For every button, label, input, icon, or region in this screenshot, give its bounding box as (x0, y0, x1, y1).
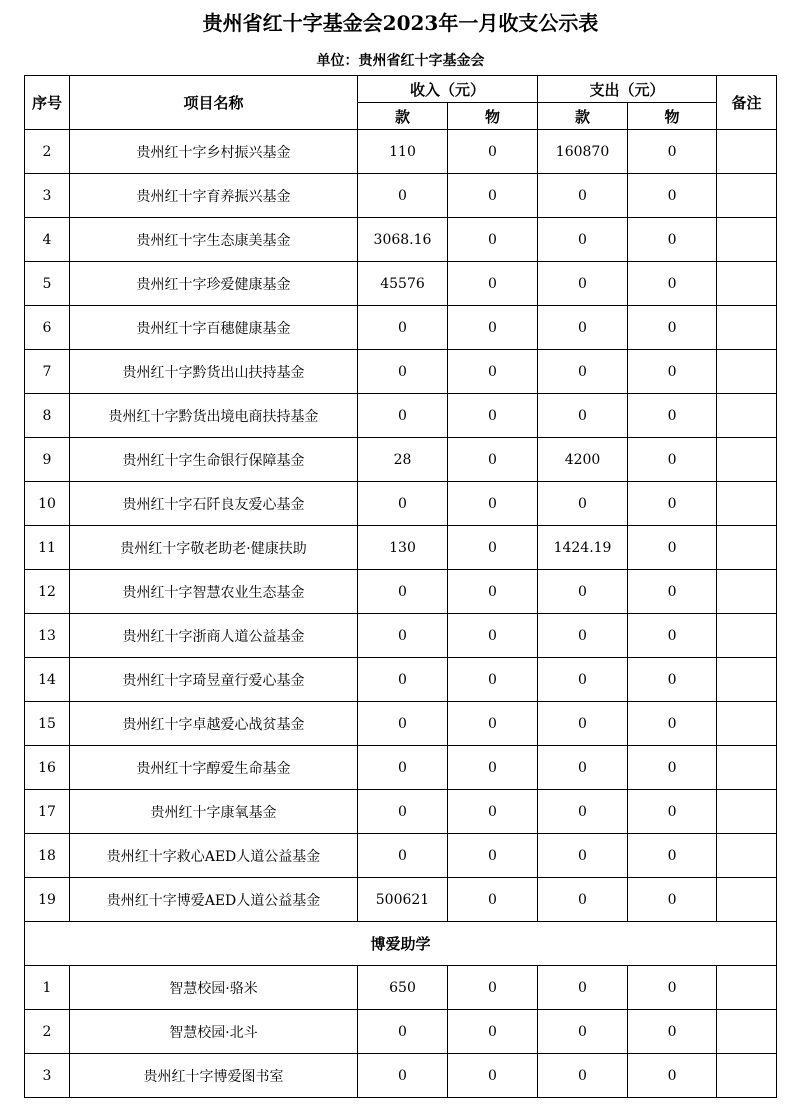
table-row (25, 614, 777, 658)
table-row (25, 658, 777, 702)
cell-remark (717, 702, 777, 746)
cell-seq: 8 (25, 394, 70, 438)
table-row (25, 350, 777, 394)
cell-seq: 13 (25, 614, 70, 658)
table-row (25, 482, 777, 526)
cell-remark (717, 658, 777, 702)
cell-remark (717, 966, 777, 1010)
cell-expense-goods: 0 (628, 834, 717, 878)
cell-expense-cash: 0 (538, 262, 628, 306)
table-row (25, 174, 777, 218)
cell-seq: 17 (25, 790, 70, 834)
cell-income-cash: 3068.16 (358, 218, 448, 262)
cell-seq: 18 (25, 834, 70, 878)
cell-expense-goods: 0 (628, 790, 717, 834)
table-row (25, 834, 777, 878)
cell-income-cash: 0 (358, 350, 448, 394)
finance-table (24, 75, 777, 1098)
cell-name: 贵州红十字黔货出境电商扶持基金 (70, 394, 358, 438)
cell-income-cash: 0 (358, 702, 448, 746)
cell-seq: 19 (25, 878, 70, 922)
table-row (25, 1054, 777, 1098)
cell-income-cash: 0 (358, 834, 448, 878)
cell-name: 贵州红十字石阡良友爱心基金 (70, 482, 358, 526)
cell-income-goods: 0 (448, 1010, 538, 1054)
cell-expense-cash: 0 (538, 878, 628, 922)
table-row (25, 702, 777, 746)
cell-expense-goods: 0 (628, 878, 717, 922)
cell-remark (717, 526, 777, 570)
cell-remark (717, 570, 777, 614)
cell-expense-cash: 0 (538, 614, 628, 658)
cell-seq: 6 (25, 306, 70, 350)
cell-expense-goods: 0 (628, 746, 717, 790)
table-row (25, 966, 777, 1010)
cell-expense-cash: 0 (538, 1010, 628, 1054)
cell-expense-goods: 0 (628, 130, 717, 174)
cell-income-goods: 0 (448, 790, 538, 834)
cell-seq: 12 (25, 570, 70, 614)
cell-name: 贵州红十字黔货出山扶持基金 (70, 350, 358, 394)
cell-expense-goods: 0 (628, 966, 717, 1010)
cell-income-goods: 0 (448, 350, 538, 394)
cell-expense-goods: 0 (628, 218, 717, 262)
cell-expense-cash: 0 (538, 790, 628, 834)
cell-expense-cash: 0 (538, 394, 628, 438)
cell-name: 智慧校园·骆米 (70, 966, 358, 1010)
header-expense-cash: 款 (538, 103, 628, 130)
cell-seq: 3 (25, 1054, 70, 1098)
cell-expense-goods: 0 (628, 262, 717, 306)
table-row (25, 218, 777, 262)
cell-income-goods: 0 (448, 174, 538, 218)
cell-expense-cash: 1424.19 (538, 526, 628, 570)
table-row (25, 1010, 777, 1054)
cell-expense-cash: 0 (538, 350, 628, 394)
cell-remark (717, 438, 777, 482)
table-body (25, 130, 777, 1098)
cell-income-cash: 0 (358, 1054, 448, 1098)
cell-income-cash: 0 (358, 174, 448, 218)
cell-remark (717, 834, 777, 878)
cell-expense-cash: 0 (538, 746, 628, 790)
cell-seq: 2 (25, 1010, 70, 1054)
cell-remark (717, 130, 777, 174)
cell-expense-cash: 0 (538, 1054, 628, 1098)
cell-income-cash: 0 (358, 570, 448, 614)
cell-expense-goods: 0 (628, 174, 717, 218)
table-row (25, 394, 777, 438)
cell-income-cash: 0 (358, 306, 448, 350)
cell-expense-cash: 0 (538, 702, 628, 746)
cell-remark (717, 262, 777, 306)
cell-expense-goods: 0 (628, 1054, 717, 1098)
cell-expense-cash: 0 (538, 834, 628, 878)
section-title: 博爱助学 (25, 922, 777, 966)
cell-seq: 11 (25, 526, 70, 570)
cell-income-goods: 0 (448, 1054, 538, 1098)
cell-expense-cash: 0 (538, 218, 628, 262)
cell-expense-goods: 0 (628, 394, 717, 438)
cell-name: 贵州红十字珍爱健康基金 (70, 262, 358, 306)
cell-income-cash: 110 (358, 130, 448, 174)
cell-income-goods: 0 (448, 702, 538, 746)
cell-expense-goods: 0 (628, 658, 717, 702)
cell-seq: 16 (25, 746, 70, 790)
cell-income-cash: 0 (358, 790, 448, 834)
cell-income-goods: 0 (448, 218, 538, 262)
cell-income-goods: 0 (448, 526, 538, 570)
table-row (25, 438, 777, 482)
cell-remark (717, 482, 777, 526)
header-name: 项目名称 (70, 76, 358, 130)
table-row (25, 130, 777, 174)
cell-income-goods: 0 (448, 614, 538, 658)
cell-income-cash: 650 (358, 966, 448, 1010)
cell-expense-goods: 0 (628, 702, 717, 746)
cell-remark (717, 218, 777, 262)
cell-income-goods: 0 (448, 130, 538, 174)
cell-remark (717, 1010, 777, 1054)
cell-income-goods: 0 (448, 394, 538, 438)
section-row (25, 922, 777, 966)
cell-income-goods: 0 (448, 262, 538, 306)
cell-name: 贵州红十字康氧基金 (70, 790, 358, 834)
cell-seq: 4 (25, 218, 70, 262)
cell-income-cash: 45576 (358, 262, 448, 306)
cell-remark (717, 614, 777, 658)
cell-name: 贵州红十字敬老助老·健康扶助 (70, 526, 358, 570)
cell-income-cash: 130 (358, 526, 448, 570)
cell-remark (717, 878, 777, 922)
cell-name: 贵州红十字百穗健康基金 (70, 306, 358, 350)
cell-name: 贵州红十字生态康美基金 (70, 218, 358, 262)
cell-remark (717, 790, 777, 834)
cell-expense-cash: 4200 (538, 438, 628, 482)
cell-expense-cash: 0 (538, 966, 628, 1010)
cell-expense-goods: 0 (628, 482, 717, 526)
cell-income-goods: 0 (448, 438, 538, 482)
cell-seq: 9 (25, 438, 70, 482)
table-row (25, 570, 777, 614)
header-income-goods: 物 (448, 103, 538, 130)
cell-income-goods: 0 (448, 658, 538, 702)
cell-seq: 5 (25, 262, 70, 306)
cell-expense-cash: 0 (538, 306, 628, 350)
cell-expense-goods: 0 (628, 526, 717, 570)
cell-income-goods: 0 (448, 878, 538, 922)
cell-expense-cash: 0 (538, 174, 628, 218)
cell-expense-cash: 0 (538, 482, 628, 526)
cell-seq: 15 (25, 702, 70, 746)
table-row (25, 746, 777, 790)
header-expense-goods: 物 (628, 103, 717, 130)
cell-remark (717, 1054, 777, 1098)
cell-remark (717, 746, 777, 790)
cell-expense-goods: 0 (628, 438, 717, 482)
cell-seq: 1 (25, 966, 70, 1010)
cell-seq: 10 (25, 482, 70, 526)
cell-expense-cash: 160870 (538, 130, 628, 174)
cell-expense-goods: 0 (628, 306, 717, 350)
cell-seq: 2 (25, 130, 70, 174)
cell-income-goods: 0 (448, 966, 538, 1010)
cell-remark (717, 174, 777, 218)
cell-expense-cash: 0 (538, 658, 628, 702)
unit-label: 单位：贵州省红十字基金会 (316, 53, 485, 69)
cell-expense-cash: 0 (538, 570, 628, 614)
header-expense: 支出（元） (538, 76, 717, 103)
cell-income-cash: 0 (358, 658, 448, 702)
cell-name: 贵州红十字醇爱生命基金 (70, 746, 358, 790)
cell-income-cash: 500621 (358, 878, 448, 922)
cell-expense-goods: 0 (628, 1010, 717, 1054)
cell-name: 贵州红十字博爱图书室 (70, 1054, 358, 1098)
cell-income-cash: 0 (358, 482, 448, 526)
cell-name: 贵州红十字琦昱童行爱心基金 (70, 658, 358, 702)
table-row (25, 878, 777, 922)
table-row (25, 306, 777, 350)
cell-income-cash: 0 (358, 614, 448, 658)
cell-name: 智慧校园·北斗 (70, 1010, 358, 1054)
table-row (25, 790, 777, 834)
cell-income-goods: 0 (448, 482, 538, 526)
cell-income-goods: 0 (448, 746, 538, 790)
cell-name: 贵州红十字浙商人道公益基金 (70, 614, 358, 658)
cell-name: 贵州红十字育养振兴基金 (70, 174, 358, 218)
cell-name: 贵州红十字救心AED人道公益基金 (70, 834, 358, 878)
header-remark: 备注 (717, 76, 777, 130)
cell-expense-goods: 0 (628, 614, 717, 658)
cell-remark (717, 350, 777, 394)
cell-income-cash: 0 (358, 1010, 448, 1054)
cell-expense-goods: 0 (628, 350, 717, 394)
cell-remark (717, 306, 777, 350)
cell-name: 贵州红十字卓越爱心战贫基金 (70, 702, 358, 746)
cell-income-cash: 0 (358, 746, 448, 790)
cell-income-goods: 0 (448, 834, 538, 878)
cell-expense-goods: 0 (628, 570, 717, 614)
cell-seq: 14 (25, 658, 70, 702)
table-row (25, 526, 777, 570)
header-seq: 序号 (25, 76, 70, 130)
cell-income-cash: 0 (358, 394, 448, 438)
header-income: 收入（元） (358, 76, 538, 103)
cell-income-cash: 28 (358, 438, 448, 482)
cell-income-goods: 0 (448, 570, 538, 614)
page-title: 贵州省红十字基金会2023年一月收支公示表 (202, 11, 599, 35)
table-row (25, 262, 777, 306)
cell-name: 贵州红十字博爱AED人道公益基金 (70, 878, 358, 922)
cell-seq: 7 (25, 350, 70, 394)
cell-name: 贵州红十字乡村振兴基金 (70, 130, 358, 174)
header-income-cash: 款 (358, 103, 448, 130)
cell-income-goods: 0 (448, 306, 538, 350)
cell-seq: 3 (25, 174, 70, 218)
cell-name: 贵州红十字智慧农业生态基金 (70, 570, 358, 614)
cell-remark (717, 394, 777, 438)
cell-name: 贵州红十字生命银行保障基金 (70, 438, 358, 482)
